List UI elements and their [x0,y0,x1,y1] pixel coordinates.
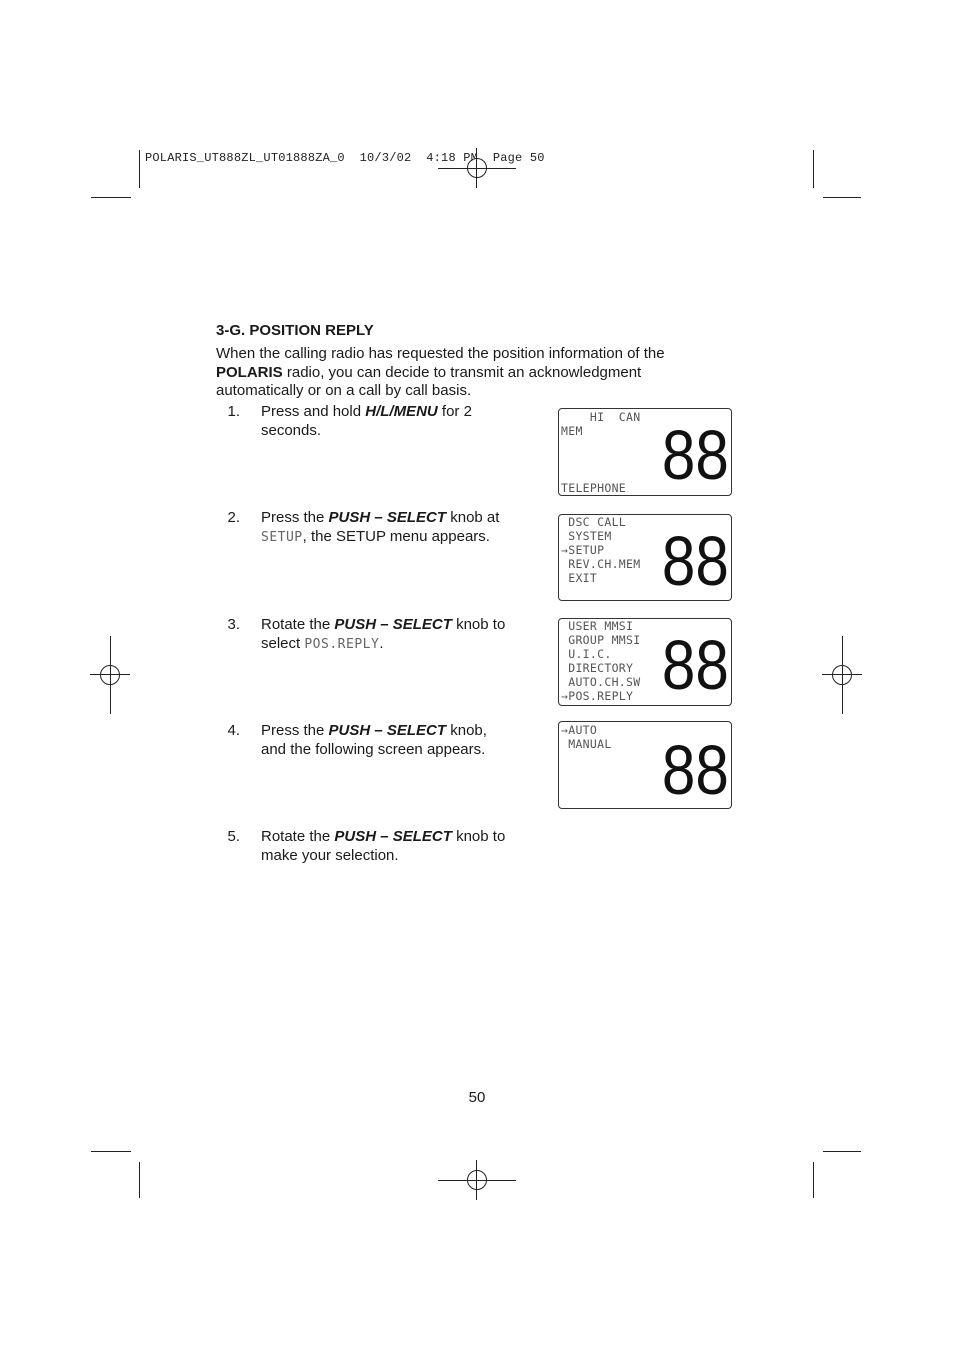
lcd-screen-telephone: HI CAN MEM TELEPHONE 88 [558,408,732,496]
step-number: 2. [227,509,240,526]
crop-mark [823,1151,861,1152]
lcd-screen-menu: DSC CALL SYSTEM →SETUP REV.CH.MEM EXIT 88 [558,514,732,601]
crop-mark [139,150,140,188]
channel-digits: 88 [662,416,729,494]
channel-digits: 88 [662,626,729,704]
crop-mark [823,197,861,198]
step-number: 3. [227,616,240,633]
step-number: 1. [227,403,240,420]
crop-mark [813,150,814,188]
print-slug: POLARIS_UT888ZL_UT01888ZA_0 10/3/02 4:18 PM Page 50 [145,151,545,165]
channel-digits: 88 [662,731,729,809]
lcd-screen-setup: USER MMSI GROUP MMSI U.I.C. DIRECTORY AUTO.CH.SW →POS.REPLY 88 [558,618,732,706]
channel-digits: 88 [662,522,729,600]
crop-mark [91,1151,131,1152]
registration-mark-right [822,636,862,714]
lcd-screen-pos-reply: →AUTO MANUAL 88 [558,721,732,809]
registration-mark-bottom [438,1160,516,1200]
intro-paragraph: When the calling radio has requested the position information of the POLARIS radio, you can decide to transmit an acknowledgment automatically or on a call by call basis. [216,345,665,399]
registration-mark-left [90,636,130,714]
page-number: 50 [468,1089,486,1106]
crop-mark [139,1162,140,1198]
step-number: 4. [227,722,240,739]
crop-mark [91,197,131,198]
section-title: 3-G. POSITION REPLY [216,322,374,339]
crop-mark [813,1162,814,1198]
step-number: 5. [227,828,240,845]
